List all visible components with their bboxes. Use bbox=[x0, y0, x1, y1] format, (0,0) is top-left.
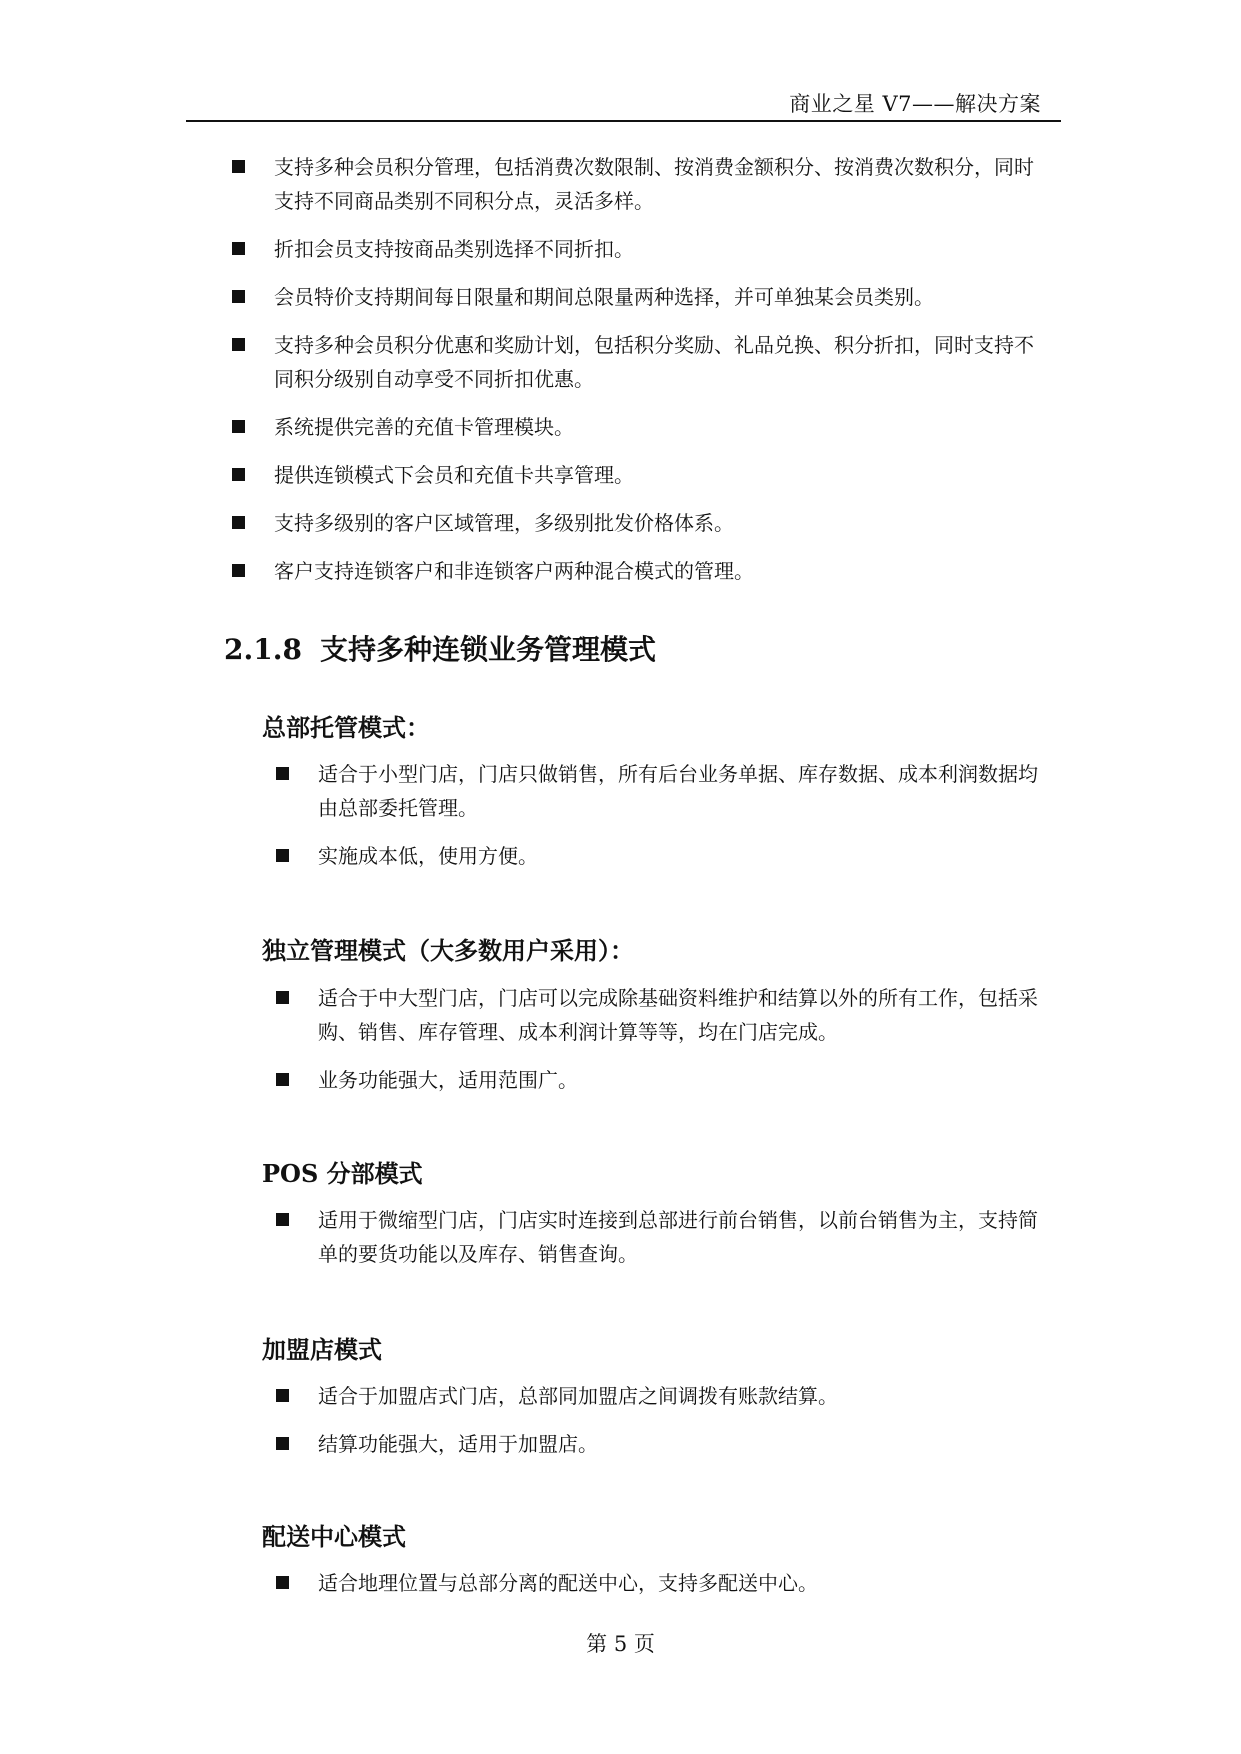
list-item-text: 会员特价支持期间每日限量和期间总限量两种选择，并可单独某会员类别。 bbox=[274, 285, 934, 309]
list-item-text: 适合于小型门店，门店只做销售，所有后台业务单据、库存数据、成本利润数据均由总部委托管理。 bbox=[318, 762, 1038, 820]
list-item bbox=[232, 458, 1038, 492]
section-number: 2.1.8 bbox=[224, 633, 302, 666]
document-header-title: 商业之星 V7——解决方案 bbox=[789, 92, 1041, 116]
bullet-square-icon bbox=[232, 338, 245, 351]
list-item bbox=[232, 554, 1038, 588]
bullet-square-icon bbox=[276, 1437, 289, 1450]
list-item-text: 结算功能强大，适用于加盟店。 bbox=[318, 1432, 598, 1456]
bullet-square-icon bbox=[232, 290, 245, 303]
list-item bbox=[276, 1379, 1040, 1413]
mode-bullet-list bbox=[276, 757, 1040, 873]
list-item-text: 支持多级别的客户区域管理，多级别批发价格体系。 bbox=[274, 511, 734, 535]
bullet-square-icon bbox=[232, 468, 245, 481]
bullet-square-icon bbox=[276, 991, 289, 1004]
mode-heading-independent: 独立管理模式（大多数用户采用）： bbox=[262, 936, 634, 965]
list-item-text: 适合于中大型门店，门店可以完成除基础资料维护和结算以外的所有工作，包括采购、销售、库存管理、成本利润计算等等，均在门店完成。 bbox=[318, 986, 1038, 1044]
list-item bbox=[276, 1203, 1040, 1271]
bullet-square-icon bbox=[276, 1389, 289, 1402]
header-divider bbox=[186, 120, 1061, 122]
list-item-text: 支持多种会员积分优惠和奖励计划，包括积分奖励、礼品兑换、积分折扣，同时支持不同积分级别自动享受不同折扣优惠。 bbox=[274, 333, 1034, 391]
mode-heading-distribution-center: 配送中心模式 bbox=[262, 1522, 406, 1551]
mode-bullet-list bbox=[276, 981, 1040, 1097]
list-item bbox=[276, 839, 1040, 873]
mode-bullet-list bbox=[276, 1566, 1040, 1600]
list-item-text: 实施成本低，使用方便。 bbox=[318, 844, 538, 868]
bullet-square-icon bbox=[232, 160, 245, 173]
mode-heading-franchise: 加盟店模式 bbox=[262, 1335, 382, 1364]
list-item bbox=[276, 1566, 1040, 1600]
bullet-square-icon bbox=[232, 564, 245, 577]
list-item bbox=[276, 981, 1040, 1049]
list-item bbox=[232, 150, 1038, 218]
mode-bullet-list bbox=[276, 1203, 1040, 1271]
list-item-text: 业务功能强大，适用范围广。 bbox=[318, 1068, 578, 1092]
bullet-square-icon bbox=[276, 1213, 289, 1226]
list-item bbox=[276, 1427, 1040, 1461]
intro-bullet-list bbox=[232, 150, 1038, 588]
list-item bbox=[232, 232, 1038, 266]
list-item-text: 适合地理位置与总部分离的配送中心，支持多配送中心。 bbox=[318, 1571, 818, 1595]
list-item-text: 系统提供完善的充值卡管理模块。 bbox=[274, 415, 574, 439]
page-number: 第 5 页 bbox=[586, 1632, 655, 1656]
bullet-square-icon bbox=[276, 767, 289, 780]
bullet-square-icon bbox=[276, 849, 289, 862]
list-item-text: 适合于加盟店式门店，总部同加盟店之间调拨有账款结算。 bbox=[318, 1384, 838, 1408]
mode-heading-pos-branch: POS 分部模式 bbox=[262, 1159, 423, 1188]
bullet-square-icon bbox=[276, 1073, 289, 1086]
list-item bbox=[232, 506, 1038, 540]
list-item-text: 客户支持连锁客户和非连锁客户两种混合模式的管理。 bbox=[274, 559, 754, 583]
list-item-text: 适用于微缩型门店，门店实时连接到总部进行前台销售，以前台销售为主，支持简单的要货功能以及库存、销售查询。 bbox=[318, 1208, 1038, 1266]
bullet-square-icon bbox=[232, 420, 245, 433]
bullet-square-icon bbox=[276, 1576, 289, 1589]
mode-bullet-list bbox=[276, 1379, 1040, 1461]
list-item bbox=[232, 328, 1038, 396]
list-item bbox=[276, 757, 1040, 825]
section-title: 支持多种连锁业务管理模式 bbox=[319, 633, 656, 666]
mode-heading-hq-hosted: 总部托管模式： bbox=[262, 713, 430, 742]
list-item bbox=[276, 1063, 1040, 1097]
list-item-text: 提供连锁模式下会员和充值卡共享管理。 bbox=[274, 463, 634, 487]
bullet-square-icon bbox=[232, 516, 245, 529]
list-item bbox=[232, 280, 1038, 314]
list-item bbox=[232, 410, 1038, 444]
list-item-text: 支持多种会员积分管理，包括消费次数限制、按消费金额积分、按消费次数积分，同时支持不同商品类别不同积分点，灵活多样。 bbox=[274, 155, 1034, 213]
list-item-text: 折扣会员支持按商品类别选择不同折扣。 bbox=[274, 237, 634, 261]
bullet-square-icon bbox=[232, 242, 245, 255]
section-heading bbox=[224, 628, 656, 668]
